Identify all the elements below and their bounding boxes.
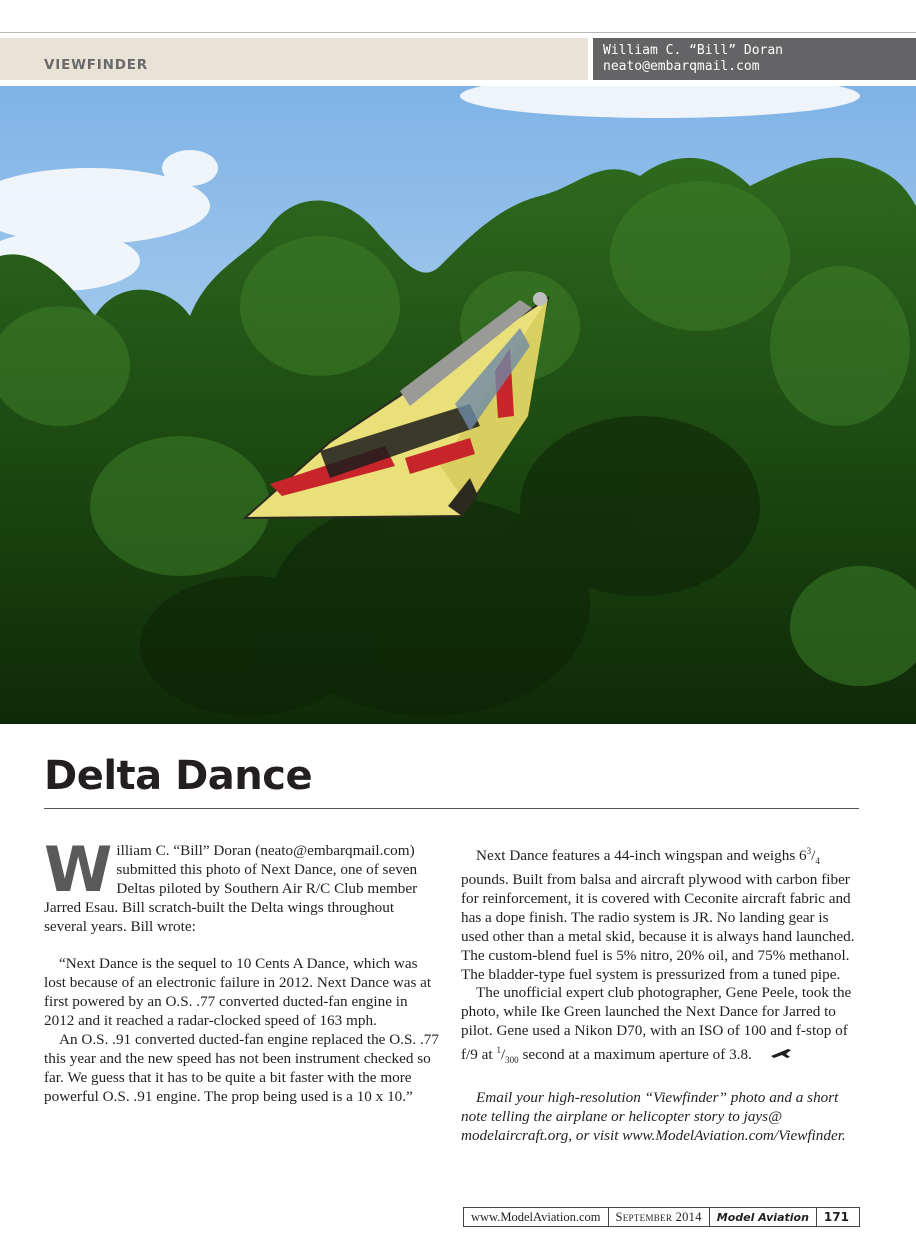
article-title: Delta Dance: [44, 753, 313, 799]
author-email[interactable]: neato@embarqmail.com: [603, 59, 760, 74]
shutter-denominator: 300: [505, 1055, 519, 1066]
photographer-text-b: second at a maximum aperture of 3.8.: [518, 1046, 752, 1064]
article-column-right: [461, 842, 857, 1146]
author-box: [593, 38, 916, 80]
title-rule: [44, 808, 859, 809]
top-rule: [0, 32, 916, 33]
footer-date: September 2014: [609, 1208, 710, 1226]
paragraph-intro-text: illiam C. “Bill” Doran (neato@embarqmail.com) submitted this photo of Next Dance, one of seven Deltas piloted by Southern Air R/C Club member Jarred Esau. Bill scratch-built the Delta wings throughout several years. Bill wrote:: [44, 842, 418, 935]
fraction-slash: /: [811, 847, 816, 865]
specs-text-b: pounds. Built from balsa and aircraft plywood with carbon fiber for reinforcement, it is covered with Ceconite aircraft fabric and has a dope finish. The radio system is JR. No landing gear is used other than a metal skid, because it is always hand launched. The custom-blend fuel is 5% nitro, 20% oil, and 75% methanol. The bladder-type fuel system is pressurized from a tuned pipe.: [461, 871, 855, 983]
photographer-text-a: The unofficial expert club photographer, Gene Peele, took the photo, while Ike Green launched the Next Dance for Jarred to pilot. Gene used a Nikon D70, with an ISO of 100 and f-stop of f/9 at: [461, 984, 852, 1064]
fraction-numerator: 3: [806, 846, 812, 856]
paragraph-intro: [44, 833, 440, 937]
delta-wing-airplane-photo: [0, 86, 916, 724]
paragraph-specs: [461, 842, 857, 984]
submission-note: Email your high-resolution “Viewfinder” photo and a short note telling the airplane or helicopter story to jays@ modelaircraft.org, or visit www.ModelAviation.com/Viewfinder.: [461, 1089, 846, 1144]
section-label: VIEWFINDER: [44, 57, 148, 73]
paragraph-photographer: [461, 984, 857, 1070]
airplane-end-mark-icon: [755, 1046, 792, 1065]
article-column-left: [44, 833, 440, 1107]
footer-url[interactable]: www.ModelAviation.com: [464, 1208, 609, 1226]
footer-magazine: Model Aviation: [710, 1208, 817, 1226]
author-name: William C. “Bill” Doran: [603, 43, 784, 58]
fraction-denominator: 4: [815, 856, 820, 867]
page-footer: [463, 1207, 860, 1227]
paragraph-quote-2: An O.S. .91 converted ducted-fan engine replaced the O.S. .77 this year and the new speed has not been instrument checked so far. We guess that it has to be quite a bit faster with the more powerful O.S. .91 engine. The prop being used is a 10 x 10.”: [44, 1031, 439, 1105]
page-number: 171: [823, 1210, 849, 1224]
specs-text-a: Next Dance features a 44-inch wingspan and weighs 6: [476, 847, 807, 865]
drop-cap: W: [44, 833, 113, 906]
shutter-slash: /: [500, 1046, 506, 1064]
shutter-numerator: 1: [496, 1045, 501, 1056]
paragraph-quote-1: “Next Dance is the sequel to 10 Cents A Dance, which was lost because of an electronic failure in 2012. Next Dance was at first powered by an O.S. .77 converted ducted-fan engine in 2012 and it reached a radar-clocked speed of 163 mph.: [44, 955, 432, 1030]
